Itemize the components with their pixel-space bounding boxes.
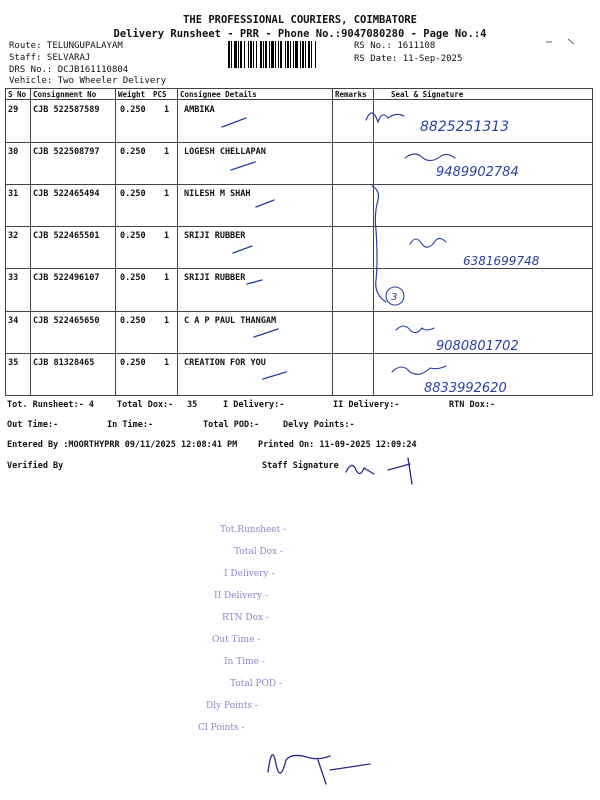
- cell-cno: CJB 522496107: [33, 273, 100, 284]
- col-header-remarks: Remarks: [335, 90, 367, 99]
- staff-label: Staff: SELVARAJ: [9, 53, 91, 63]
- cell-cno: CJB 522465650: [33, 315, 100, 326]
- cell-consignee: SRIJI RUBBER: [184, 231, 246, 242]
- staff-signature-label: Staff Signature: [262, 461, 339, 471]
- cell-consignee: NILESH M SHAH: [184, 189, 251, 200]
- stamp-line: Tot.Runsheet -: [220, 525, 287, 535]
- handwritten-phone-row29: 8825251313: [420, 119, 510, 135]
- cell-weight: 0.250: [120, 273, 146, 284]
- rs-date: RS Date: 11-Sep-2025: [354, 54, 463, 64]
- rtn-dox: RTN Dox:-: [449, 400, 496, 410]
- cell-cno: CJB 81328465: [33, 357, 95, 368]
- stamp-line: Total Dox -: [234, 547, 284, 557]
- out-time: Out Time:-: [7, 420, 59, 430]
- total-dox-value: 35: [187, 400, 198, 410]
- cell-pcs: 1: [164, 357, 170, 368]
- cell-cno: CJB 522587589: [33, 105, 100, 115]
- cell-sno: 31: [8, 189, 19, 200]
- cell-weight: 0.250: [120, 105, 146, 115]
- stamp-line: Out Time -: [212, 635, 261, 645]
- vehicle-label: Vehicle: Two Wheeler Delivery: [9, 76, 167, 86]
- stamp-line: Cl Points -: [198, 723, 245, 733]
- stamp-line: Dly Points -: [206, 701, 258, 711]
- total-dox-label: Total Dox:-: [117, 400, 174, 410]
- col-header-consignment: Consignment No: [33, 90, 97, 99]
- cell-consignee: CREATION FOR YOU: [184, 357, 266, 368]
- cell-pcs: 1: [164, 147, 170, 158]
- printed-on: Printed On: 11-09-2025 12:09:24: [258, 440, 417, 450]
- cell-pcs: 1: [164, 231, 170, 242]
- stamp-line: I Delivery -: [224, 569, 275, 579]
- cell-sno: 33: [8, 273, 19, 284]
- total-pod: Total POD:-: [203, 420, 260, 430]
- cell-weight: 0.250: [120, 189, 146, 200]
- cell-pcs: 1: [164, 315, 170, 326]
- handwritten-circled-number: 3: [391, 292, 398, 303]
- i-delivery: I Delivery:-: [223, 400, 285, 410]
- cell-cno: CJB 522465494: [33, 189, 100, 200]
- cell-pcs: 1: [164, 273, 170, 284]
- rs-number: RS No.: 1611108: [354, 41, 436, 51]
- entered-by: Entered By :MOORTHYPRR 09/11/2025 12:08:41 PM: [7, 440, 238, 450]
- cell-cno: CJB 522508797: [33, 147, 100, 158]
- stamp-line: Total POD -: [230, 679, 282, 689]
- stamp-line: RTN Dox -: [222, 613, 269, 623]
- cell-cno: CJB 522465501: [33, 231, 100, 242]
- col-header-pcs: PCS: [153, 90, 167, 99]
- ii-delivery: II Delivery:-: [333, 400, 400, 410]
- cell-weight: 0.250: [120, 231, 146, 242]
- cell-consignee: C A P PAUL THANGAM: [184, 315, 277, 326]
- stamp-line: II Delivery -: [214, 591, 268, 601]
- col-header-seal-signature: Seal & Signature: [391, 90, 464, 99]
- scan-mark-icon: [540, 36, 580, 48]
- cell-consignee: LOGESH CHELLAPAN: [184, 147, 266, 158]
- cell-consignee: AMBIKA: [184, 105, 215, 115]
- runsheet-table: [5, 88, 593, 396]
- delvy-points: Delvy Points:-: [283, 420, 355, 430]
- handwritten-phone-row32: 6381699748: [463, 254, 540, 268]
- cell-sno: 34: [8, 315, 19, 326]
- cell-sno: 30: [8, 147, 19, 158]
- barcode-icon: [228, 41, 350, 68]
- cell-pcs: 1: [164, 189, 170, 200]
- faded-stamp: [200, 525, 320, 755]
- document-subtitle: Delivery Runsheet - PRR - Phone No.:9047080280 - Page No.:4: [113, 28, 487, 40]
- document-title: THE PROFESSIONAL COURIERS, COIMBATORE: [183, 14, 417, 26]
- cell-weight: 0.250: [120, 357, 146, 368]
- route-label: Route: TELUNGUPALAYAM: [9, 41, 123, 51]
- cell-pcs: 1: [164, 105, 170, 115]
- stamp-line: In Time -: [224, 657, 265, 667]
- col-header-consignee: Consignee Details: [180, 90, 257, 99]
- in-time: In Time:-: [107, 420, 154, 430]
- col-header-sno: S No: [8, 90, 27, 99]
- col-header-weight: Weight: [118, 90, 146, 99]
- drs-label: DRS No.: DCJB161110804: [9, 65, 129, 75]
- verified-by: Verified By: [7, 461, 64, 471]
- cell-sno: 29: [8, 105, 19, 115]
- handwritten-phone-row34: 9080801702: [436, 339, 519, 354]
- handwritten-phone-row30: 9489902784: [436, 165, 519, 180]
- cell-weight: 0.250: [120, 315, 146, 326]
- cell-sno: 35: [8, 357, 19, 368]
- cell-weight: 0.250: [120, 147, 146, 158]
- handwritten-phone-row35: 8833992620: [424, 381, 507, 396]
- tot-runsheet: Tot. Runsheet:- 4: [7, 400, 94, 410]
- cell-sno: 32: [8, 231, 19, 242]
- cell-consignee: SRIJI RUBBER: [184, 273, 246, 284]
